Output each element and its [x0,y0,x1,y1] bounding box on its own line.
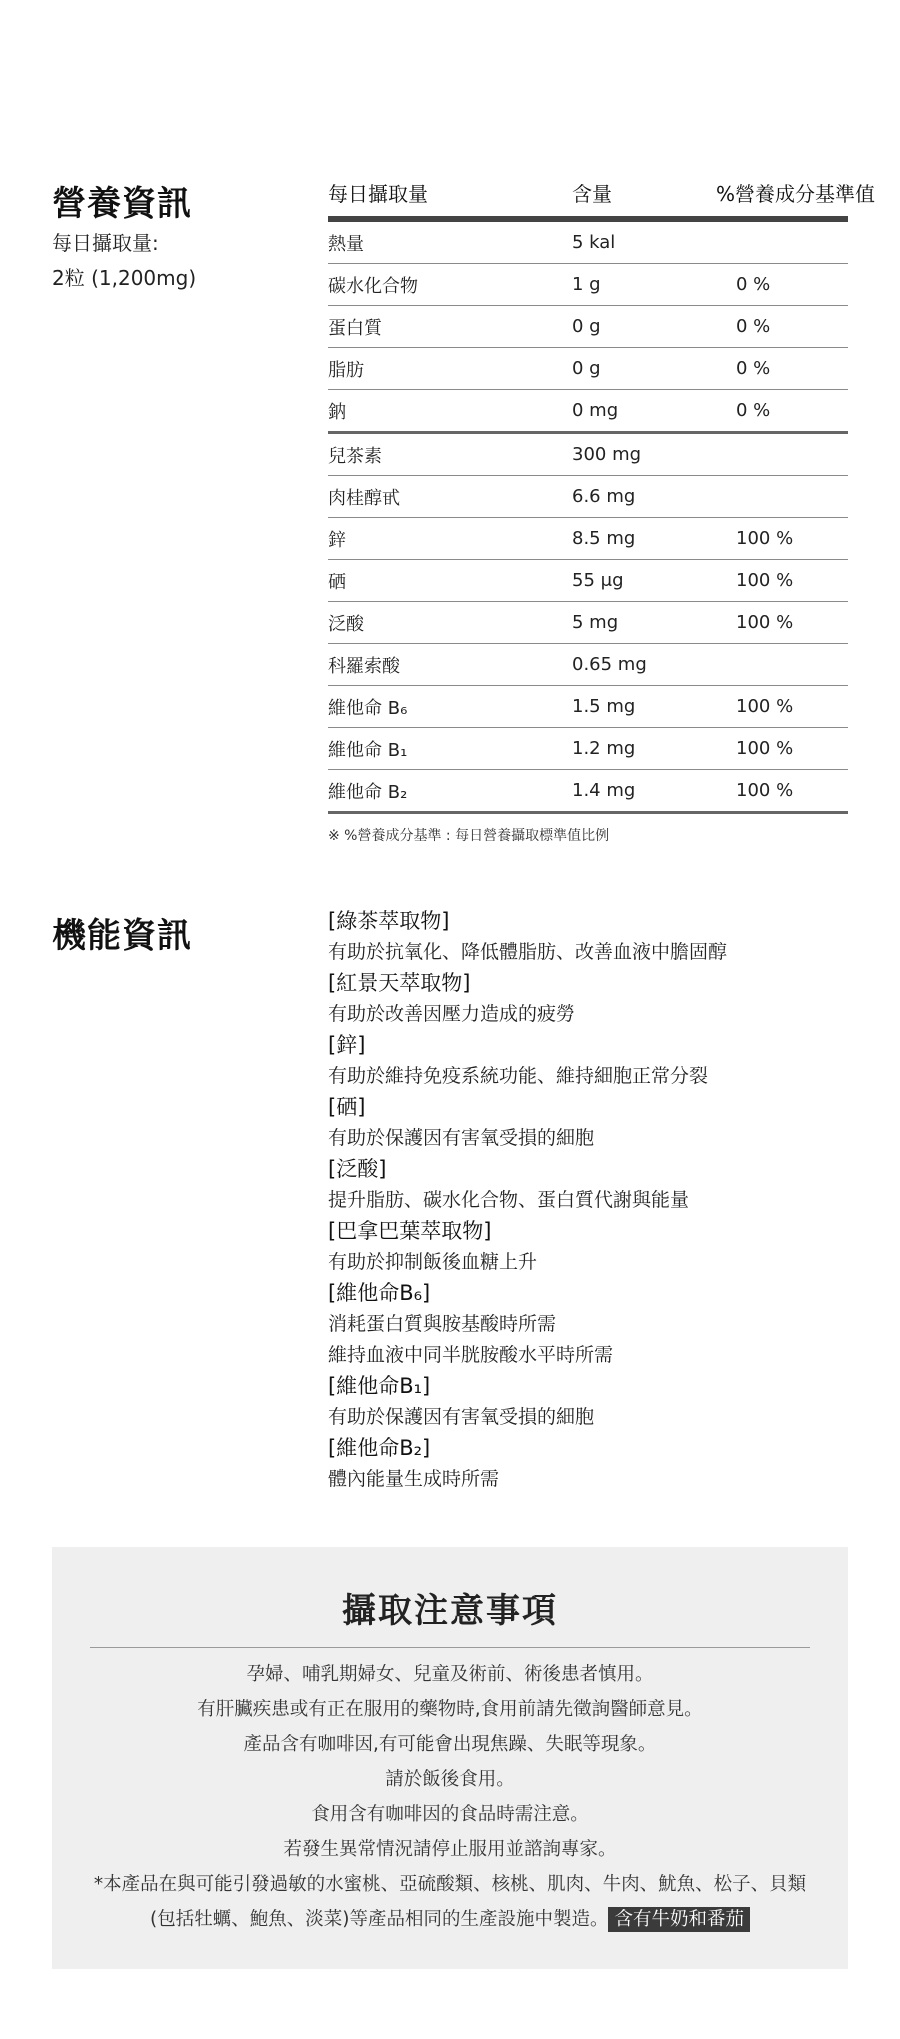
nutrient-name: 維他命 B₂ [328,781,408,803]
nutrient-amount: 0 g [572,358,601,379]
nutrition-row [328,264,848,306]
function-description: 有助於抗氧化、降低體脂肪、改善血液中膽固醇 [328,941,728,963]
nutrient-name: 維他命 B₆ [328,697,408,719]
nutrient-amount: 5 kal [572,232,616,253]
function-item [328,1278,868,1371]
nutrient-amount: 1.4 mg [572,780,636,801]
caution-line: 若發生異常情況請停止服用並諮詢專家。 [283,1839,617,1860]
nutrient-amount: 0 g [572,316,601,337]
nutrient-amount: 0 mg [572,400,619,421]
caution-line: *本產品在與可能引發過敏的水蜜桃、亞硫酸類、核桃、肌肉、牛肉、魷魚、松子、貝類 [93,1874,807,1895]
nutrition-row [328,686,848,728]
nutrient-name: 維他命 B₁ [328,739,408,761]
nutrition-row [328,518,848,560]
function-item [328,1216,868,1278]
nutrition-row [328,770,848,814]
function-item [328,1154,868,1216]
function-description: 有助於保護因有害氧受損的細胞 [328,1127,595,1149]
function-heading: [綠茶萃取物] [328,909,450,933]
nutrient-daily-value: 100 % [736,696,794,717]
function-item [328,968,868,1030]
nutrient-amount: 55 μg [572,570,624,591]
function-heading: [維他命B₁] [328,1374,431,1398]
function-item [328,906,868,968]
nutrient-name: 鈉 [328,401,346,423]
daily-intake-value: 2粒 (1,200mg) [52,266,197,290]
nutrition-row [328,390,848,434]
function-item [328,1371,868,1433]
caution-line: 產品含有咖啡因,有可能會出現焦躁、失眠等現象。 [243,1734,657,1755]
nutrition-row [328,348,848,390]
nutrient-daily-value: 0 % [736,400,771,421]
caution-line-text: (包括牡蠣、鮑魚、淡菜)等產品相同的生產設施中製造。 [150,1909,609,1930]
nutrient-name: 碳水化合物 [328,275,418,297]
caution-title: 攝取注意事項 [342,1591,558,1631]
nutrient-name: 脂肪 [328,359,364,381]
nutrition-row [328,560,848,602]
nutrient-name: 熱量 [328,233,364,255]
nutrient-amount: 5 mg [572,612,619,633]
nutrient-name: 鋅 [328,529,346,551]
nutrient-name: 科羅索酸 [328,655,400,677]
header-intake: 每日攝取量 [328,181,428,206]
caution-line: 孕婦、哺乳期婦女、兒童及術前、術後患者慎用。 [246,1664,654,1685]
allergen-highlight: 含有牛奶和番茄 [608,1907,750,1932]
nutrient-name: 硒 [328,571,346,593]
function-item [328,1433,868,1495]
nutrient-amount: 300 mg [572,444,642,465]
nutrition-title: 營養資訊 [52,184,192,224]
function-item [328,1092,868,1154]
caution-box [52,1547,848,1969]
function-title: 機能資訊 [52,916,192,956]
nutrient-name: 肉桂醇甙 [328,487,400,509]
nutrient-daily-value: 0 % [736,316,771,337]
header-amount: 含量 [572,181,612,206]
daily-intake-info [52,226,196,296]
function-heading: [硒] [328,1095,366,1119]
nutrient-daily-value: 0 % [736,358,771,379]
function-description: 體內能量生成時所需 [328,1468,500,1490]
nutrient-amount: 1 g [572,274,601,295]
nutrient-amount: 1.2 mg [572,738,636,759]
nutrition-row [328,476,848,518]
nutrition-row [328,602,848,644]
nutrition-note: ※ %營養成分基準 : 每日營養攝取標準值比例 [328,828,610,844]
nutrition-table [328,168,876,814]
function-heading: [泛酸] [328,1157,387,1181]
function-description: 有助於抑制飯後血糖上升 [328,1251,538,1273]
function-heading: [巴拿巴葉萃取物] [328,1219,492,1243]
function-description: 有助於保護因有害氧受損的細胞 [328,1406,595,1428]
function-heading: [維他命B₆] [328,1281,431,1305]
function-heading: [維他命B₂] [328,1436,431,1460]
function-list [328,906,868,1495]
function-description: 有助於改善因壓力造成的疲勞 [328,1003,576,1025]
daily-intake-label: 每日攝取量: [52,231,159,255]
caution-line: 請於飯後食用。 [385,1769,515,1790]
nutrient-amount: 1.5 mg [572,696,636,717]
caution-line: 食用含有咖啡因的食品時需注意。 [311,1804,589,1825]
caution-list [52,1657,848,1937]
nutrient-daily-value: 100 % [736,528,794,549]
caution-divider [90,1647,810,1648]
nutrient-daily-value: 100 % [736,738,794,759]
nutrition-row [328,222,848,264]
nutrition-row [328,434,848,476]
nutrient-daily-value: 100 % [736,612,794,633]
nutrition-table-header [328,168,876,222]
nutrition-row [328,728,848,770]
function-item [328,1030,868,1092]
nutrient-daily-value: 100 % [736,780,794,801]
nutrient-name: 泛酸 [328,613,364,635]
nutrient-daily-value: 0 % [736,274,771,295]
nutrient-amount: 0.65 mg [572,654,647,675]
caution-line: 有肝臟疾患或有正在服用的藥物時,食用前請先徵詢醫師意見。 [197,1699,703,1720]
nutrient-daily-value: 100 % [736,570,794,591]
header-daily-value: %營養成分基準值 [716,181,876,206]
nutrient-amount: 8.5 mg [572,528,636,549]
nutrition-row [328,306,848,348]
function-description: 提升脂肪、碳水化合物、蛋白質代謝與能量 [328,1189,690,1211]
nutrient-name: 兒茶素 [328,445,382,467]
nutrient-name: 蛋白質 [328,317,382,339]
function-heading: [紅景天萃取物] [328,971,471,995]
caution-line-last [52,1902,848,1937]
nutrient-amount: 6.6 mg [572,486,636,507]
function-description: 消耗蛋白質與胺基酸時所需 [328,1313,557,1335]
function-description: 維持血液中同半胱胺酸水平時所需 [328,1344,614,1366]
nutrition-row [328,644,848,686]
function-heading: [鋅] [328,1033,366,1057]
function-description: 有助於維持免疫系統功能、維持細胞正常分裂 [328,1065,709,1087]
